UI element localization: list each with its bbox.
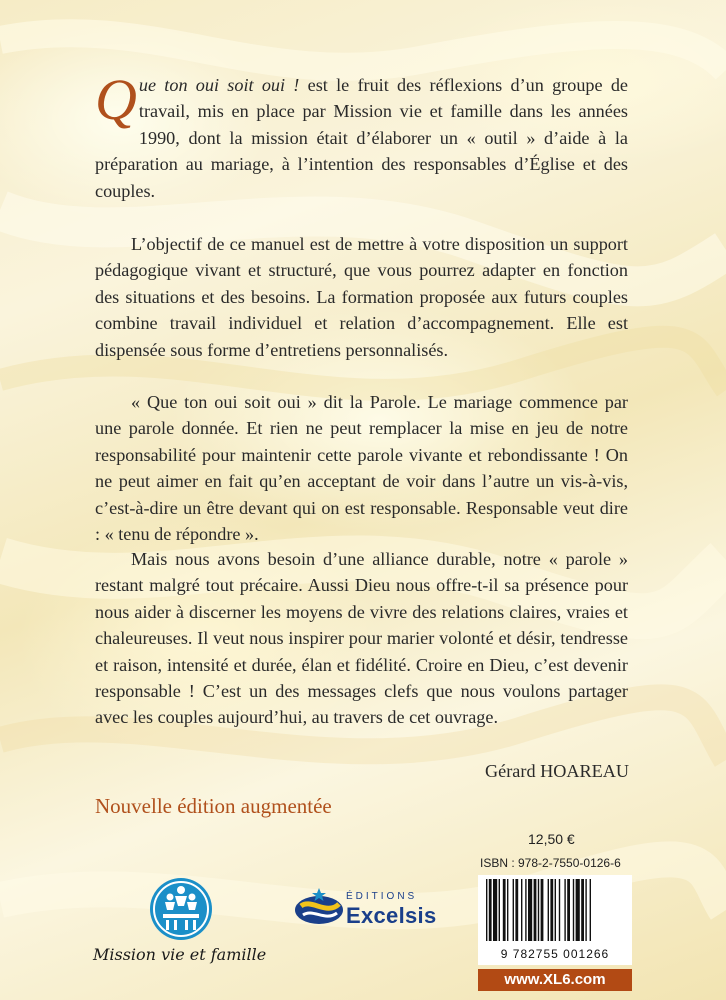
barcode-bar — [555, 879, 556, 941]
barcode-bar — [513, 879, 514, 941]
barcode-bar — [541, 879, 544, 941]
barcode-bar — [564, 879, 565, 941]
book-title-inline: ue ton oui soit oui ! — [138, 75, 300, 95]
parole-paragraph: « Que ton oui soit oui » dit la Parole. Le mariage commence par une parole donnée. Et rien ne peut remplacer la mise en jeu de notre responsabilité pour maintenir cette parole vivante et rebondissante ! On ne peut aimer en fait qu’en acceptant de voir dans l’autre un vis-à-vis, c’est-à-dire un être devant qui on est responsable. Responsable veut dire : « tenu de répondre ». — [95, 392, 628, 545]
barcode-bar — [521, 879, 522, 941]
drop-cap: Q — [95, 67, 137, 132]
barcode-bar — [528, 879, 532, 941]
barcode-bar — [503, 879, 506, 941]
barcode-bar — [507, 879, 508, 941]
barcode-bar — [489, 879, 492, 941]
excelsis-logo-icon — [293, 886, 345, 926]
barcode-bar — [559, 879, 560, 941]
mission-vie-famille-name: Mission vie et famille — [93, 945, 267, 964]
barcode-icon — [478, 875, 632, 965]
mission-vie-famille-logo-icon — [148, 876, 214, 942]
barcode-bar — [590, 879, 591, 941]
barcode-bar — [585, 879, 586, 941]
isbn-label: ISBN : 978-2-7550-0126-6 — [480, 856, 621, 870]
website-banner[interactable]: www.XL6.com — [478, 969, 632, 991]
alliance-paragraph: Mais nous avons besoin d’une alliance durable, notre « parole » restant malgré tout précaire. Aussi Dieu nous offre-t-il sa présence pour nous aider à discerner les moyens de vivre des relations claires, vraies et chaleureuses. Il veut nous inspirer pour marier volonté et désir, tendresse et raison, intensité et durée, élan et fidélité. Croire en Dieu, c’est devenir responsable ! C’est un des messages clefs que nous voulons partager avec les couples aujourd’hui, au travers de cet ouvrage. — [95, 549, 628, 728]
barcode-bar — [573, 879, 574, 941]
barcode-bar — [486, 879, 487, 941]
intro-text: est le fruit des réflexions d’un groupe de travail, mis en place par Mission vie et famille dans les années 1990, dont la mission était d’élaborer un « outil » d’aide à la préparation au mariage, à l’intention des responsables d’Église et des couples. — [95, 75, 628, 201]
price-label: 12,50 € — [528, 831, 575, 847]
author-signature: Gérard HOAREAU — [485, 761, 629, 781]
barcode-bar — [499, 879, 500, 941]
barcode-bar — [548, 879, 549, 941]
edition-note: Nouvelle édition augmentée — [95, 794, 332, 818]
barcode-digits: 9 782755 001266 — [500, 947, 610, 961]
barcode-bar — [538, 879, 539, 941]
barcode-bar — [515, 879, 518, 941]
barcode-bar — [493, 879, 497, 941]
barcode-bar — [576, 879, 580, 941]
objective-paragraph: L’objectif de ce manuel est de mettre à votre disposition un support pédagogique vivant et structuré, que vous pourrez adapter en fonction des situations et des besoins. La formation proposée aux futurs couples combine travail individuel et relation d’accompagnement. Elle est dispensée sous forme d’entretiens personnalisés. — [95, 234, 628, 360]
barcode-bar — [567, 879, 570, 941]
barcode-bar — [550, 879, 553, 941]
intro-paragraph — [95, 67, 628, 204]
barcode-bar — [581, 879, 584, 941]
barcode-bar — [534, 879, 537, 941]
barcode-bar — [525, 879, 526, 941]
publisher-name: Excelsis — [346, 903, 437, 928]
publisher-editions-label: ÉDITIONS — [346, 891, 418, 902]
